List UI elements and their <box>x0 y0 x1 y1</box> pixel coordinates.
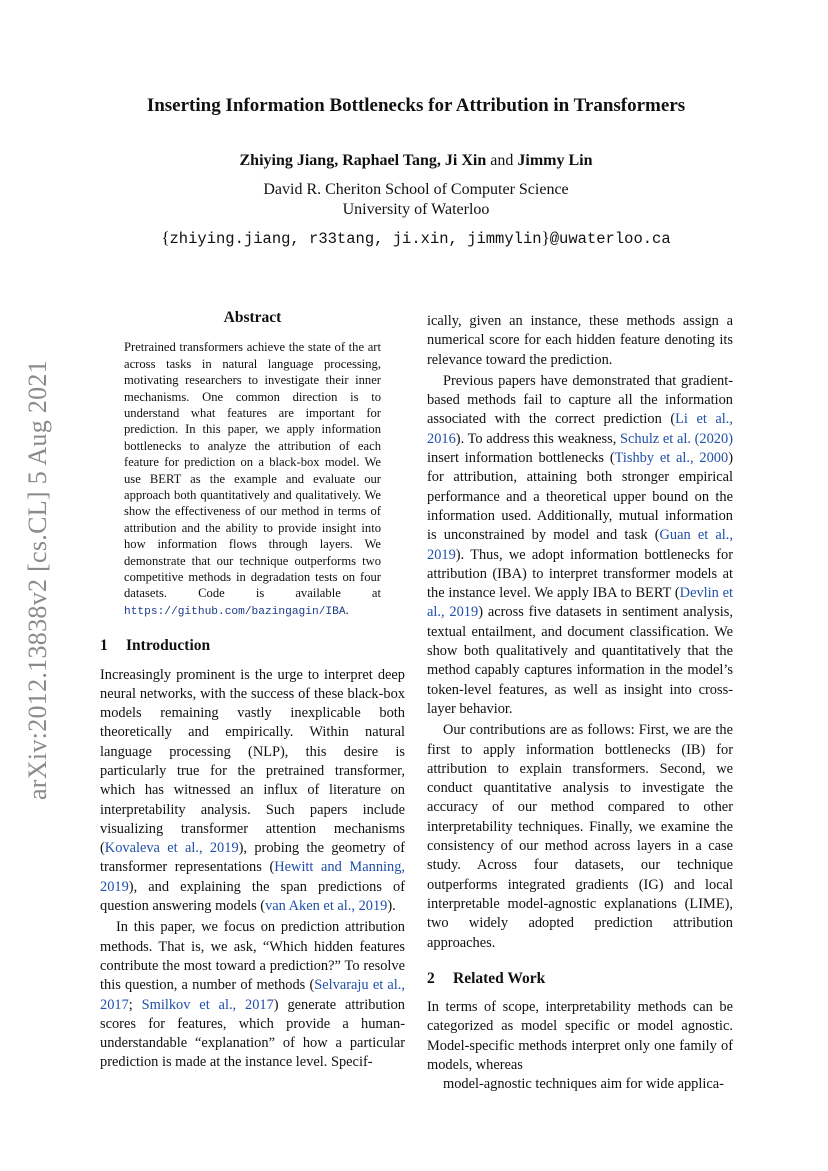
intro-paragraph-2-continued: ically, given an instance, these methods assign a numerical score for each hidden feature denoting its relevance toward the prediction. <box>427 313 733 368</box>
text-run: ), probing the geometry of transformer representations ( <box>100 840 405 876</box>
abstract-body <box>124 339 381 620</box>
section-title: Introduction <box>126 637 211 655</box>
intro-paragraph-1 <box>100 666 405 917</box>
section-heading-introduction <box>100 636 405 655</box>
citation-link[interactable]: Selvaraju et al., 2017 <box>100 977 405 1013</box>
section-number: 1 <box>100 637 108 655</box>
citation-link[interactable]: van Aken et al., 2019 <box>265 898 388 915</box>
email-brace-open: { <box>161 228 170 247</box>
citation-link[interactable]: Smilkov et al., 2017 <box>141 996 274 1013</box>
section-number: 2 <box>427 969 435 987</box>
affiliation <box>100 180 732 220</box>
citation-link[interactable]: Li et al., 2016 <box>427 411 733 447</box>
paper-title: Inserting Information Bottlenecks for Attribution in Transformers <box>146 95 686 116</box>
text-run: In this paper, we focus on prediction attribution methods. That is, we ask, “Which hidden features contribute the most toward a prediction?” To resolve this question, a number of methods ( <box>100 919 405 994</box>
abstract-text: Pretrained transformers achieve the state of the art across tasks in natural language processing, motivating researchers to investigate their inner mechanisms. One common direction is to understand what features are important for prediction. In this paper, we apply information bottlenecks to analyze the attribution of each feature for prediction on a black-box model. We use BERT as the example and evaluate our approach both quantitatively and qualitatively. We show the effectiveness of our method in terms of attribution and the ability to provide insight into how information flows through layers. We demonstrate that our technique outperforms two competitive methods in degradation tests on four datasets. Code is available at <box>124 340 381 601</box>
arxiv-identifier: arXiv:2012.13838v2 [cs.CL] 5 Aug 2021 <box>23 359 52 801</box>
right-column <box>427 312 733 1095</box>
affiliation-school: David R. Cheriton School of Computer Science <box>263 181 569 198</box>
abstract-heading: Abstract <box>223 309 282 326</box>
text-run: ), and explaining the span predictions of question answering models ( <box>100 878 405 915</box>
text-run: ). To address this weakness, <box>455 430 621 447</box>
abstract-end: . <box>345 602 349 617</box>
arxiv-sidebar-stamp <box>12 359 64 801</box>
text-run: ) across five datasets in sentiment analysis, textual entailment, and document classification. We show both qualitatively and quantitatively that the method capably captures information in the model’s token-level features, as well as insight into cross-layer behavior. <box>427 604 733 717</box>
text-run: ). Thus, we adopt information bottlenecks for attribution (IBA) to interpret transformer models at the instance level. We apply IBA to BERT ( <box>427 546 733 602</box>
text-run: ) generate attribution scores for features, which provide a human-understandable “explanation” of how a particular prediction is made at the instance level. Specif- <box>100 996 405 1071</box>
email-domain: @uwaterloo.ca <box>549 230 671 248</box>
citation-link[interactable]: Tishby et al., 2000 <box>614 450 729 467</box>
citation-link[interactable]: Devlin et al., 2019 <box>427 585 734 621</box>
code-url-link[interactable]: https://github.com/bazingagin/IBA <box>124 605 346 618</box>
author-conjunction: and <box>490 152 514 169</box>
section-title: Related Work <box>453 969 546 987</box>
text-run: Increasingly prominent is the urge to interpret deep neural networks, with the success of these black-box models remaining vastly inexplicable both theoretically and empirically. Within natural language processing (NLP), this desire is particularly true for the pretrained transformer, which has witnessed an influx of literature on interpretability analysis. Such papers include visualizing transformer attention mechanisms ( <box>100 666 405 857</box>
text-run: ). <box>387 898 396 915</box>
text-run: ) for attribution, attaining both stronger empirical performance and a theoretical upper bound on the information used. Additionally, mutual information is unconstrained by model and task ( <box>427 450 733 544</box>
author-list <box>100 152 732 170</box>
intro-paragraph-4: Our contributions are as follows: First, we are the first to apply information bottlenecks (IB) for attribution to explain transformers. Second, we conduct quantitative analysis to investigate the accuracy of our method compared to other interpretability techniques. Finally, we examine the consistency of our method across layers in a case study. Across four datasets, our technique outperforms integrated gradients (IG) and local interpretable model-agnostic explanations (LIME), two widely adopted prediction attribution approaches. <box>427 722 733 951</box>
email-brace-close: } <box>541 228 550 247</box>
author-emails <box>100 228 732 248</box>
citation-link[interactable]: Guan et al., 2019 <box>427 527 733 563</box>
related-paragraph-1: In terms of scope, interpretability methods can be categorized as model specific or model agnostic. Model-specific methods interpret only one family of models, whereas <box>427 999 733 1073</box>
intro-paragraph-3 <box>427 372 733 719</box>
citation-link[interactable]: Schulz et al. (2020) <box>620 430 733 447</box>
text-run: ; <box>128 996 142 1013</box>
text-run: Previous papers have demonstrated that gradient-based methods fail to capture all the information associated with the correct prediction ( <box>427 372 733 428</box>
author-name-last: Jimmy Lin <box>517 152 593 169</box>
affiliation-university: University of Waterloo <box>342 201 490 218</box>
author-names-first: Zhiying Jiang, Raphael Tang, Ji Xin <box>239 152 487 169</box>
citation-link[interactable]: Kovaleva et al., 2019 <box>104 840 239 857</box>
text-run: insert information bottlenecks ( <box>427 450 615 467</box>
citation-link[interactable]: Hewitt and Manning, 2019 <box>100 859 405 895</box>
section-heading-related-work <box>427 969 733 988</box>
left-column <box>100 308 405 1073</box>
intro-paragraph-2 <box>100 918 405 1072</box>
related-paragraph-2: model-agnostic techniques aim for wide applica- <box>443 1076 724 1093</box>
email-usernames: zhiying.jiang, r33tang, ji.xin, jimmylin <box>169 230 542 248</box>
